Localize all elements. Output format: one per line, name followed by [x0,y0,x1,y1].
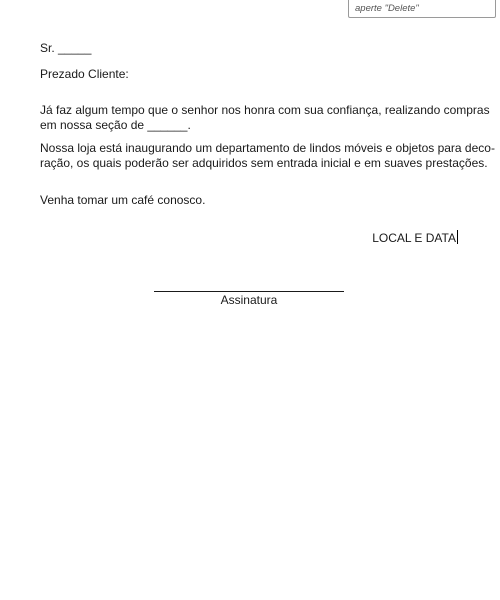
paragraph-1-line-2: em nossa seção de ______. [40,118,191,132]
salutation[interactable]: Prezado Cliente: [40,67,129,81]
paragraph-1-line-1: Já faz algum tempo que o senhor nos honra com sua confiança, realizando compras [40,103,490,117]
paragraph-1[interactable] [40,103,490,133]
paragraph-2[interactable] [40,141,495,171]
signature-label: Assinatura [220,293,278,307]
instruction-hint-text [355,0,489,15]
hint-line-2: aperte "Delete" [355,3,419,14]
paragraph-2-line-2: ração, os quais poderão ser adquiridos sem entrada inicial e em suaves prestações. [40,156,488,170]
local-date-text: LOCAL E DATA [372,231,456,245]
paragraph-2-line-1: Nossa loja está inaugurando um departamento de lindos móveis e objetos para deco- [40,141,495,155]
recipient-greeting[interactable]: Sr. _____ [40,41,92,55]
closing-line[interactable]: Venha tomar um café conosco. [40,193,206,207]
text-cursor [457,230,458,244]
signature-line [154,291,344,292]
instruction-hint-box[interactable] [348,0,496,18]
local-date-field[interactable] [372,230,458,246]
